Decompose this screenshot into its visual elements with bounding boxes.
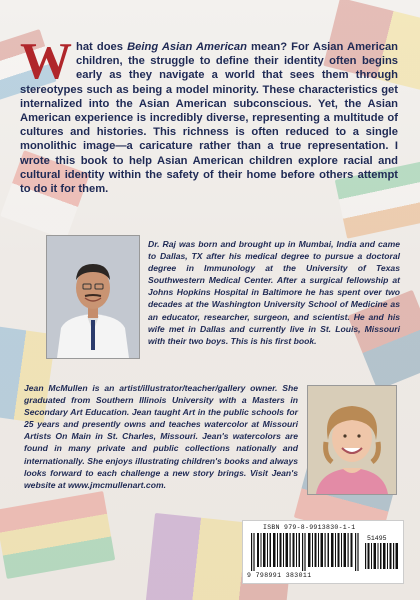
illustrator-photo xyxy=(307,385,397,495)
illustrator-bio: Jean McMullen is an artist/illustrator/teacher/gallery owner. She graduated from Southern Illinois University with a Masters in Secondary Art Education. Jean taught Art in the public schools for 25 years and presently owns and teaches watercolor at Missouri Artists On Main in St. Charles, Missouri. Jean's watercolors are found in many private and public collections nationally and internationally. She enjoys illustrating children's books and always looks forward to each challenge a new story brings. Visit Jean's website at www.jmcmullenart.com. xyxy=(24,383,298,490)
author-photo xyxy=(46,235,140,359)
intro-paragraph xyxy=(20,33,399,196)
barcode-bars xyxy=(251,533,361,571)
addon-barcode-bars xyxy=(365,543,399,569)
author-bio: Dr. Raj was born and brought up in Mumbai, India and came to Dallas, TX after his medical degree to pursue a doctoral degree in Immunology at the University of Texas Southwestern Medical Center. After a surgical fellowship at Johns Hopkins Hospital in Baltimore he has spent over two decades at the Washington University School of Medicine as an educator, researcher, surgeon, and scientist. He and his wife met in Dallas and currently live in St. Louis, Missouri with their two boys. This is his first book. xyxy=(148,239,400,346)
intro-book-title: Being Asian American xyxy=(127,41,247,53)
isbn-barcode xyxy=(242,520,404,584)
price-code: 51495 xyxy=(367,535,387,542)
isbn-number: ISBN 979-8-9913830-1-1 xyxy=(263,524,356,531)
drop-cap: W xyxy=(20,33,72,90)
intro-text-start: hat does xyxy=(76,41,128,53)
intro-text-rest: mean? For Asian American children, the struggle to define their identity often begins early as they navigate a world that sees them through stereotypes such as being a model minority. These characteristics get internalized into the Asian American subconscious. Yet, the Asian American experience is incredibly diverse, representing a multitude of cultures and histories. This richness is often reduced to a single monolithic image—a caricature rather than a true representation. I wrote this book to help Asian American children explore racial and cultural identity within the safety of their home before others attempt to do it for them. xyxy=(20,41,399,196)
barcode-digits: 9 798991 383011 xyxy=(247,572,312,579)
flag-decoration xyxy=(0,491,115,579)
